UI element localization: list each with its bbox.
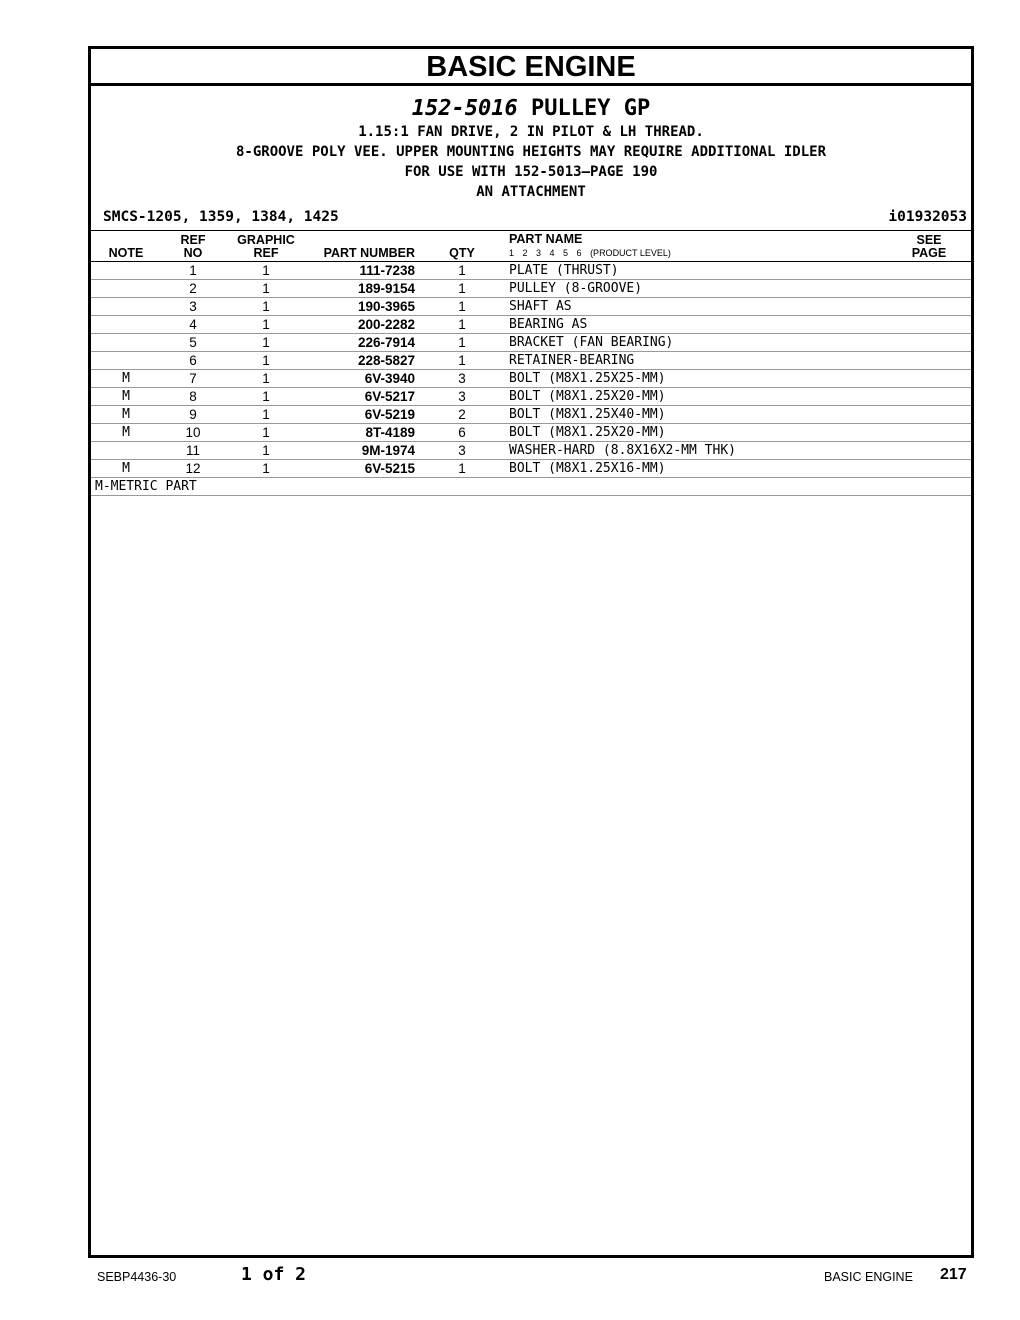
row-part-number: 190-3965 bbox=[307, 298, 423, 316]
table-row bbox=[91, 370, 971, 388]
row-part-number: 6V-5217 bbox=[307, 388, 423, 406]
row-ref-no: 12 bbox=[161, 460, 225, 478]
row-part-number: 6V-5215 bbox=[307, 460, 423, 478]
table-row bbox=[91, 298, 971, 316]
row-part-number: 6V-5219 bbox=[307, 406, 423, 424]
row-qty: 3 bbox=[423, 370, 501, 388]
row-see-page bbox=[887, 262, 971, 280]
row-part-number: 9M-1974 bbox=[307, 442, 423, 460]
row-part-name: BEARING AS bbox=[501, 316, 887, 334]
row-note bbox=[91, 316, 161, 334]
row-qty: 1 bbox=[423, 316, 501, 334]
col-see-page: SEE PAGE bbox=[887, 231, 971, 262]
row-part-number: 189-9154 bbox=[307, 280, 423, 298]
row-ref-no: 4 bbox=[161, 316, 225, 334]
footer-section: BASIC ENGINE bbox=[824, 1270, 913, 1284]
row-see-page bbox=[887, 460, 971, 478]
row-qty: 1 bbox=[423, 460, 501, 478]
row-qty: 2 bbox=[423, 406, 501, 424]
col-qty: QTY bbox=[423, 231, 501, 262]
col-graphic-ref: GRAPHIC REF bbox=[225, 231, 307, 262]
group-name: PULLEY GP bbox=[531, 96, 651, 121]
row-part-name: BOLT (M8X1.25X20-MM) bbox=[501, 424, 887, 442]
row-see-page bbox=[887, 370, 971, 388]
smcs-codes: SMCS-1205, 1359, 1384, 1425 bbox=[103, 209, 339, 225]
row-ref-no: 11 bbox=[161, 442, 225, 460]
row-part-number: 226-7914 bbox=[307, 334, 423, 352]
row-see-page bbox=[887, 352, 971, 370]
row-graphic-ref: 1 bbox=[225, 424, 307, 442]
row-part-name: BOLT (M8X1.25X25-MM) bbox=[501, 370, 887, 388]
row-ref-no: 1 bbox=[161, 262, 225, 280]
row-qty: 1 bbox=[423, 262, 501, 280]
row-part-name: BRACKET (FAN BEARING) bbox=[501, 334, 887, 352]
table-row bbox=[91, 352, 971, 370]
row-note bbox=[91, 262, 161, 280]
table-row bbox=[91, 280, 971, 298]
group-description bbox=[91, 122, 971, 202]
footnote-row bbox=[91, 478, 971, 496]
row-graphic-ref: 1 bbox=[225, 280, 307, 298]
row-part-number: 228-5827 bbox=[307, 352, 423, 370]
row-ref-no: 10 bbox=[161, 424, 225, 442]
row-graphic-ref: 1 bbox=[225, 442, 307, 460]
row-part-name: PULLEY (8-GROOVE) bbox=[501, 280, 887, 298]
smcs-row bbox=[91, 208, 971, 231]
product-levels: 1 2 3 4 5 6 (PRODUCT LEVEL) bbox=[509, 248, 671, 258]
footnote-text: M-METRIC PART bbox=[91, 478, 971, 496]
row-graphic-ref: 1 bbox=[225, 352, 307, 370]
row-see-page bbox=[887, 406, 971, 424]
table-row bbox=[91, 334, 971, 352]
row-part-name: PLATE (THRUST) bbox=[501, 262, 887, 280]
row-part-number: 111-7238 bbox=[307, 262, 423, 280]
doc-number: SEBP4436-30 bbox=[97, 1270, 177, 1284]
row-note: M bbox=[91, 388, 161, 406]
page-footer bbox=[0, 1262, 1020, 1292]
row-see-page bbox=[887, 316, 971, 334]
row-ref-no: 2 bbox=[161, 280, 225, 298]
illustration-id: i01932053 bbox=[888, 209, 967, 225]
group-number: 152-5016 bbox=[411, 96, 518, 121]
row-see-page bbox=[887, 280, 971, 298]
row-see-page bbox=[887, 298, 971, 316]
row-note: M bbox=[91, 424, 161, 442]
row-part-number: 8T-4189 bbox=[307, 424, 423, 442]
sheet-indicator: 1 of 2 bbox=[241, 1264, 307, 1285]
row-note bbox=[91, 298, 161, 316]
description-line: 8-GROOVE POLY VEE. UPPER MOUNTING HEIGHTS MAY REQUIRE ADDITIONAL IDLER bbox=[235, 144, 826, 160]
col-note: NOTE bbox=[91, 231, 161, 262]
col-ref-no: REF NO bbox=[161, 231, 225, 262]
row-ref-no: 6 bbox=[161, 352, 225, 370]
row-qty: 1 bbox=[423, 352, 501, 370]
table-row bbox=[91, 388, 971, 406]
row-qty: 1 bbox=[423, 298, 501, 316]
group-title bbox=[91, 96, 971, 122]
row-ref-no: 3 bbox=[161, 298, 225, 316]
row-graphic-ref: 1 bbox=[225, 316, 307, 334]
description-line: 1.15:1 FAN DRIVE, 2 IN PILOT & LH THREAD. bbox=[358, 124, 704, 140]
row-note bbox=[91, 334, 161, 352]
table-row bbox=[91, 460, 971, 478]
row-graphic-ref: 1 bbox=[225, 460, 307, 478]
row-graphic-ref: 1 bbox=[225, 370, 307, 388]
row-see-page bbox=[887, 424, 971, 442]
row-note: M bbox=[91, 406, 161, 424]
row-part-number: 200-2282 bbox=[307, 316, 423, 334]
col-part-number: PART NUMBER bbox=[307, 231, 423, 262]
row-ref-no: 5 bbox=[161, 334, 225, 352]
row-see-page bbox=[887, 334, 971, 352]
table-row bbox=[91, 316, 971, 334]
row-graphic-ref: 1 bbox=[225, 334, 307, 352]
row-part-name: BOLT (M8X1.25X16-MM) bbox=[501, 460, 887, 478]
row-part-number: 6V-3940 bbox=[307, 370, 423, 388]
row-qty: 3 bbox=[423, 442, 501, 460]
table-row bbox=[91, 262, 971, 280]
row-ref-no: 7 bbox=[161, 370, 225, 388]
section-title: BASIC ENGINE bbox=[91, 49, 971, 86]
row-graphic-ref: 1 bbox=[225, 298, 307, 316]
parts-page-frame bbox=[88, 46, 974, 1258]
row-graphic-ref: 1 bbox=[225, 406, 307, 424]
row-part-name: BOLT (M8X1.25X20-MM) bbox=[501, 388, 887, 406]
row-note: M bbox=[91, 370, 161, 388]
row-qty: 3 bbox=[423, 388, 501, 406]
row-graphic-ref: 1 bbox=[225, 262, 307, 280]
row-note bbox=[91, 280, 161, 298]
row-graphic-ref: 1 bbox=[225, 388, 307, 406]
row-see-page bbox=[887, 388, 971, 406]
row-part-name: SHAFT AS bbox=[501, 298, 887, 316]
row-note: M bbox=[91, 460, 161, 478]
parts-table bbox=[91, 231, 971, 496]
description-line: FOR USE WITH 152-5013—PAGE 190 bbox=[404, 164, 658, 180]
row-qty: 1 bbox=[423, 334, 501, 352]
row-ref-no: 9 bbox=[161, 406, 225, 424]
row-part-name: WASHER-HARD (8.8X16X2-MM THK) bbox=[501, 442, 887, 460]
row-qty: 6 bbox=[423, 424, 501, 442]
row-qty: 1 bbox=[423, 280, 501, 298]
col-part-name: PART NAME 1 2 3 4 5 6 (PRODUCT LEVEL) bbox=[501, 231, 887, 262]
row-ref-no: 8 bbox=[161, 388, 225, 406]
table-row bbox=[91, 406, 971, 424]
row-part-name: BOLT (M8X1.25X40-MM) bbox=[501, 406, 887, 424]
row-note bbox=[91, 352, 161, 370]
table-row bbox=[91, 442, 971, 460]
row-see-page bbox=[887, 442, 971, 460]
table-header-row bbox=[91, 231, 971, 262]
description-line: AN ATTACHMENT bbox=[476, 184, 586, 200]
table-row bbox=[91, 424, 971, 442]
row-part-name: RETAINER-BEARING bbox=[501, 352, 887, 370]
row-note bbox=[91, 442, 161, 460]
page-number: 217 bbox=[940, 1266, 967, 1283]
